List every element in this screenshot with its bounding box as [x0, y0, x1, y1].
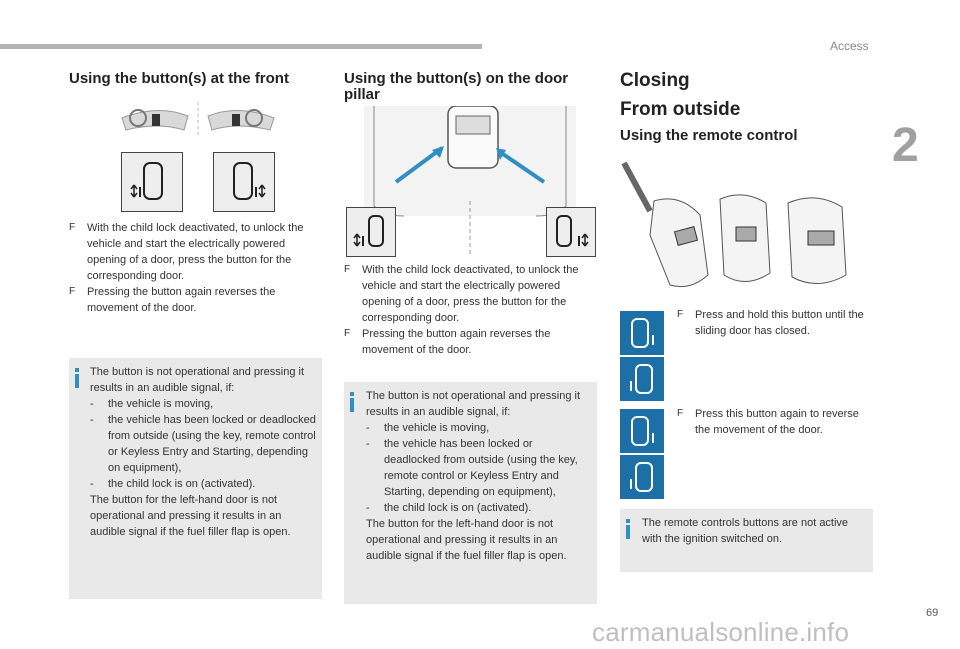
info-icon	[626, 525, 630, 539]
right-door-button-icon	[213, 152, 275, 212]
col3-info-note: The remote controls buttons are not active with the ignition switched on.	[620, 509, 873, 572]
col1-title: Using the button(s) at the front	[69, 70, 289, 87]
col2-info-note: The button is not operational and pressing it results in an audible signal, if: - the vehicle is moving, - the vehicle has been locked or deadlocked from outside (using the key, remote control or Keyless Entry and Starting, depending on equipment), - the child lock is on (activated). The button for the left-hand door is not operational and pressing it results in an audible signal if the fuel filler flap is open.	[344, 382, 597, 604]
remote-control-title: Using the remote control	[620, 127, 798, 144]
chapter-number: 2	[892, 119, 919, 172]
section-label: Access	[830, 39, 869, 53]
pillar-right-button-icon	[546, 207, 596, 257]
info-icon	[350, 398, 354, 412]
remote-keys-illustration	[620, 155, 872, 293]
dashboard-buttons-illustration	[118, 100, 278, 140]
col2-instructions: F With the child lock deactivated, to unlock the vehicle and start the electrically powered opening of a door, press the button for the corresponding door. F Pressing the button again reverses the movement of the door.	[344, 264, 579, 356]
header-rule	[0, 44, 482, 49]
col1-info-note: The button is not operational and pressing it results in an audible signal, if: - the vehicle is moving, - the vehicle has been locked or deadlocked from outside (using the key, remote control or Keyless Entry and Starting, depending on equipment), - the child lock is on (activated). The button for the left-hand door is not operational and pressing it results in an audible signal if the fuel filler flap is open.	[69, 358, 322, 599]
left-door-button-icon	[121, 152, 183, 212]
from-outside-title: From outside	[620, 99, 741, 120]
press-again-instruction: F Press this button again to reverse the movement of the door.	[677, 408, 859, 436]
closing-title: Closing	[620, 70, 690, 91]
press-hold-instruction: F Press and hold this button until the sliding door has closed.	[677, 309, 864, 337]
col2-title: Using the button(s) on the door pillar	[344, 70, 569, 103]
right-door-remote-button-icon	[620, 409, 664, 453]
col1-instructions: F With the child lock deactivated, to unlock the vehicle and start the electrically powered opening of a door, press the button for the corresponding door. F Pressing the button again reverses the movement of the door.	[69, 222, 304, 314]
right-door-remote-button-icon	[620, 311, 664, 355]
pillar-left-button-icon	[346, 207, 396, 257]
info-icon	[75, 374, 79, 388]
left-door-remote-button-icon	[620, 455, 664, 499]
left-door-remote-button-icon	[620, 357, 664, 401]
page-number: 69	[926, 607, 939, 619]
watermark: carmanualsonline.info	[592, 617, 850, 647]
